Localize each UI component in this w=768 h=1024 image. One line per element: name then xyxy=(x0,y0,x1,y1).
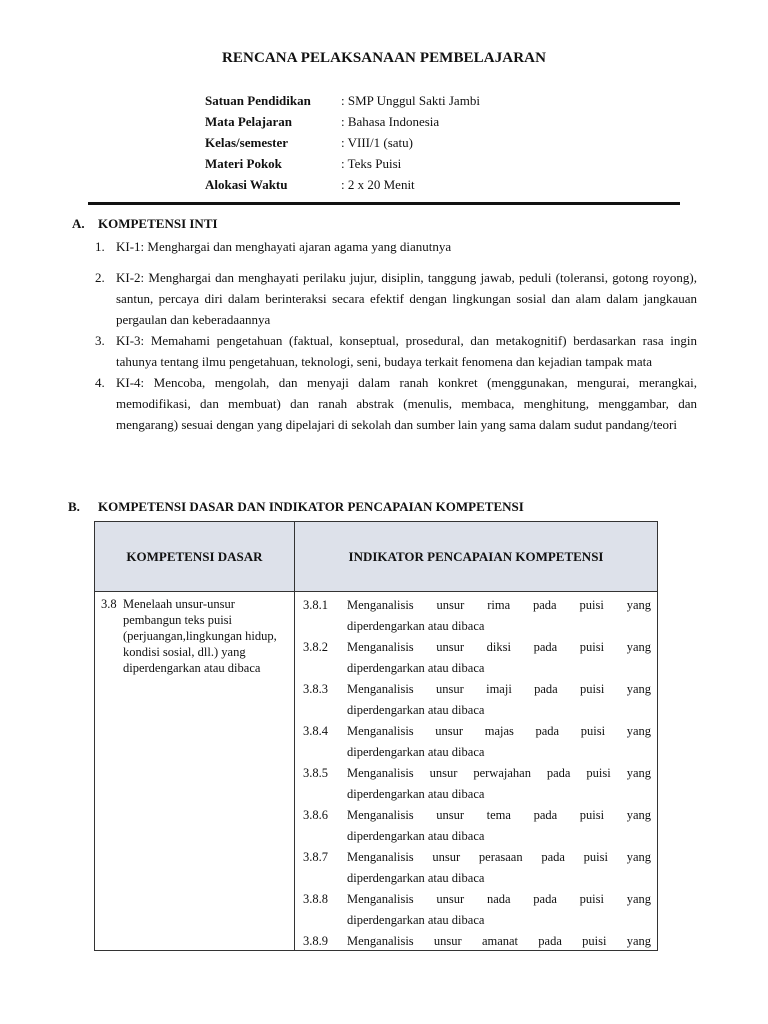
indicator-line xyxy=(303,595,651,616)
kd-text: Menelaah unsur-unsur pembangun teks puisi (perjuangan,lingkungan hidup, kondisi sosial, dll.) yang diperdengarkan atau dibaca xyxy=(123,597,277,675)
indicator-text: Menganalisis unsur diksi pada puisi yang xyxy=(347,640,651,654)
document-meta xyxy=(205,90,480,195)
indicator-line xyxy=(303,931,651,952)
indicator-line xyxy=(303,847,651,868)
indicator-line xyxy=(303,637,651,658)
indicator-text: Menganalisis unsur rima pada puisi yang xyxy=(347,598,651,612)
list-text: KI-3: Memahami pengetahuan (faktual, konseptual, prosedural, dan metakognitif) berdasarkan rasa ingin tahunya tentang ilmu pengetahuan, teknologi, seni, budaya terkait fenomena dan kejadian tampak mata xyxy=(116,333,697,369)
ki-list xyxy=(95,236,697,435)
kd-code: 3.8 xyxy=(101,597,117,611)
indicator-cont: diperdengarkan atau dibaca xyxy=(347,745,485,759)
meta-row-satuan xyxy=(205,90,480,111)
indicator-item xyxy=(303,931,651,952)
meta-value: : SMP Unggul Sakti Jambi xyxy=(341,93,480,108)
indicator-text: Menganalisis unsur perwajahan pada puisi yang xyxy=(347,766,651,780)
indicator-item xyxy=(303,889,651,931)
list-number: 4. xyxy=(95,375,105,390)
header-indikator: INDIKATOR PENCAPAIAN KOMPETENSI xyxy=(348,549,604,564)
section-letter: B. xyxy=(68,499,80,514)
indicator-code: 3.8.1 xyxy=(303,598,328,612)
list-text: KI-1: Menghargai dan menghayati ajaran agama yang dianutnya xyxy=(116,239,452,254)
indicator-item xyxy=(303,847,651,889)
list-item xyxy=(95,236,697,257)
indicator-line xyxy=(303,889,651,910)
section-letter: A. xyxy=(72,216,85,231)
meta-label: Mata Pelajaran xyxy=(205,114,293,129)
indicator-code: 3.8.4 xyxy=(303,724,328,738)
indicator-code: 3.8.6 xyxy=(303,808,328,822)
meta-label: Satuan Pendidikan xyxy=(205,93,311,108)
indicator-item xyxy=(303,763,651,805)
indicator-cont: diperdengarkan atau dibaca xyxy=(347,619,485,633)
indicator-code: 3.8.3 xyxy=(303,682,328,696)
column-divider xyxy=(294,522,295,950)
table-header-row xyxy=(95,522,657,592)
indicator-cont: diperdengarkan atau dibaca xyxy=(347,787,485,801)
meta-label: Kelas/semester xyxy=(205,135,289,150)
indicator-code: 3.8.5 xyxy=(303,766,328,780)
indicator-text: Menganalisis unsur nada pada puisi yang xyxy=(347,892,651,906)
indicator-cont: diperdengarkan atau dibaca xyxy=(347,913,485,927)
list-item xyxy=(95,330,697,372)
indicator-text: Menganalisis unsur perasaan pada puisi yang xyxy=(347,850,651,864)
indicator-code: 3.8.8 xyxy=(303,892,328,906)
meta-value: : 2 x 20 Menit xyxy=(341,177,415,192)
meta-label: Materi Pokok xyxy=(205,156,282,171)
list-number: 3. xyxy=(95,333,105,348)
indicator-item xyxy=(303,805,651,847)
indicator-cont: diperdengarkan atau dibaca xyxy=(347,661,485,675)
meta-value: : Teks Puisi xyxy=(341,156,402,171)
indicator-item xyxy=(303,679,651,721)
kd-cell xyxy=(101,596,291,676)
meta-row-mapel xyxy=(205,111,480,132)
indicator-cont: diperdengarkan atau dibaca xyxy=(347,703,485,717)
meta-row-materi xyxy=(205,153,480,174)
indicator-cont: diperdengarkan atau dibaca xyxy=(347,871,485,885)
indicator-line xyxy=(303,721,651,742)
kd-indicator-table xyxy=(94,521,658,951)
meta-row-kelas xyxy=(205,132,480,153)
indicator-line xyxy=(303,679,651,700)
document-title: RENCANA PELAKSANAAN PEMBELAJARAN xyxy=(221,50,547,66)
indicator-item xyxy=(303,595,651,637)
section-title: KOMPETENSI INTI xyxy=(98,216,218,231)
indicator-line xyxy=(303,805,651,826)
list-text: KI-2: Menghargai dan menghayati perilaku jujur, disiplin, tanggung jawab, peduli (toleransi, gotong royong), santun, percaya diri dalam berinteraksi secara efektif dengan lingkungan sosial dan alam dalam jangkauan pergaulan dan keberadaannya xyxy=(116,270,697,327)
header-kompetensi-dasar: KOMPETENSI DASAR xyxy=(126,549,263,564)
section-b-heading xyxy=(68,499,524,515)
section-title: KOMPETENSI DASAR DAN INDIKATOR PENCAPAIAN KOMPETENSI xyxy=(98,499,524,514)
section-a-heading xyxy=(72,216,218,232)
meta-value: : Bahasa Indonesia xyxy=(341,114,440,129)
list-item xyxy=(95,372,697,435)
indicator-text: Menganalisis unsur majas pada puisi yang xyxy=(347,724,651,738)
list-number: 2. xyxy=(95,270,105,285)
meta-row-alokasi xyxy=(205,174,480,195)
indicator-code: 3.8.2 xyxy=(303,640,328,654)
indicator-item xyxy=(303,637,651,679)
indicator-text: Menganalisis unsur imaji pada puisi yang xyxy=(347,682,651,696)
meta-value: : VIII/1 (satu) xyxy=(341,135,413,150)
header-divider xyxy=(88,202,680,205)
indicator-cont: diperdengarkan atau dibaca xyxy=(347,829,485,843)
indicator-text: Menganalisis unsur tema pada puisi yang xyxy=(347,808,651,822)
list-text: KI-4: Mencoba, mengolah, dan menyaji dalam ranah konkret (menggunakan, mengurai, merangkai, memodifikasi, dan membuat) dan ranah abstrak (menulis, membaca, menghitung, menggambar, dan mengarang) sesuai dengan yang dipelajari di sekolah dan sumber lain yang sama dalam sudut pandang/teori xyxy=(116,375,697,432)
meta-label: Alokasi Waktu xyxy=(205,177,288,192)
list-item xyxy=(95,267,697,330)
indicator-code: 3.8.7 xyxy=(303,850,328,864)
indicator-text: Menganalisis unsur amanat pada puisi yang xyxy=(347,934,651,948)
indicator-list xyxy=(303,595,651,952)
indicator-item xyxy=(303,721,651,763)
indicator-code: 3.8.9 xyxy=(303,934,328,948)
indicator-line xyxy=(303,763,651,784)
list-number: 1. xyxy=(95,239,105,254)
